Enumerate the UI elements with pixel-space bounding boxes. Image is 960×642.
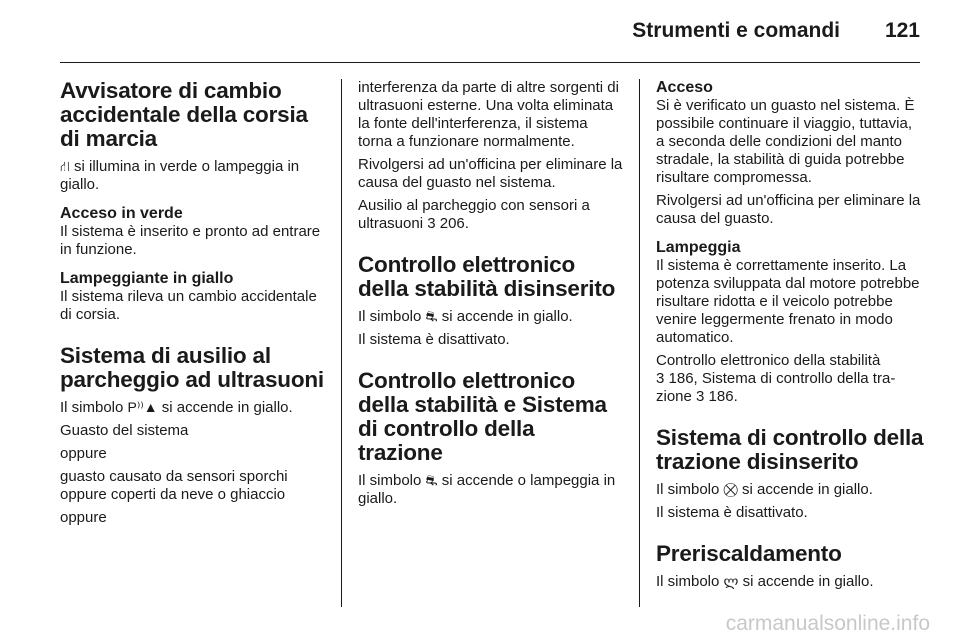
paragraph: Rivolgersi ad un'officina per eliminare la causa del guasto nel sistema. xyxy=(358,156,623,191)
page-ref-arrow-icon: 3 xyxy=(696,388,705,405)
paragraph: Il sistema è disattivato. xyxy=(656,504,808,521)
section-title-lane-departure: Avvisatore di cambio accidentale della corsia di marcia xyxy=(60,78,308,151)
paragraph: Il simbolo ლ si accende in giallo. xyxy=(656,573,874,590)
subheading-on: Acceso xyxy=(656,79,713,96)
glow-plug-icon: ლ xyxy=(723,573,739,589)
header-title: Strumenti e comandi xyxy=(632,19,840,42)
paragraph: Il sistema è inserito e pronto ad entrare in funzione. xyxy=(60,223,321,258)
paragraph: Il simbolo P⁾⁾▲ si accende in giallo. xyxy=(60,399,293,416)
column-1 xyxy=(60,79,325,532)
paragraph: Il simbolo ⛐ si accende in giallo. xyxy=(358,308,573,325)
paragraph: Il simbolo ⛒ si accende in giallo. xyxy=(656,481,873,498)
page-ref-link[interactable]: 206 xyxy=(439,215,465,232)
section-title-esc-off: Controllo elettronico della stabilità disinserito xyxy=(358,252,616,301)
subheading-yellow: Lampeggiante in giallo xyxy=(60,270,234,287)
subheading-flash: Lampeggia xyxy=(656,239,741,256)
paragraph: Rivolgersi ad un'officina per eliminare la causa del guasto. xyxy=(656,192,921,227)
column-2 xyxy=(358,79,623,513)
column-divider xyxy=(639,79,640,607)
parking-sensor-icon: P⁾⁾▲ xyxy=(127,399,158,415)
paragraph: Controllo elettronico della stabilità 3 186, Sistema di controllo della trazione 3 186. xyxy=(656,352,896,405)
paragraph: guasto causato da sensori sporchi oppure coperti da neve o ghiaccio xyxy=(60,468,288,503)
paragraph: oppure xyxy=(60,445,107,462)
paragraph: Il sistema è disattivato. xyxy=(358,331,510,348)
section-title-tc-off: Sistema di controllo della trazione disinserito xyxy=(656,425,924,474)
paragraph: ⛙ si illumina in verde o lampeggia in giallo. xyxy=(60,158,300,193)
paragraph: Il simbolo ⛐ si accende o lampeggia in giallo. xyxy=(358,472,616,507)
paragraph: Il sistema rileva un cambio accidentale di corsia. xyxy=(60,288,317,323)
esc-off-icon: ⛐ xyxy=(425,308,438,324)
page-ref-link[interactable]: 186 xyxy=(708,388,734,405)
section-title-parking-assist: Sistema di ausilio al parcheggio ad ultrasuoni xyxy=(60,343,324,392)
column-divider xyxy=(341,79,342,607)
page-ref-arrow-icon: 3 xyxy=(656,370,665,387)
esc-tc-icon: ⛐ xyxy=(425,472,438,488)
page-ref-arrow-icon: 3 xyxy=(427,215,436,232)
paragraph: oppure xyxy=(60,509,107,526)
page-header xyxy=(60,0,920,63)
section-title-preheating: Preriscaldamento xyxy=(656,541,842,566)
page-ref-link[interactable]: 186 xyxy=(668,370,694,387)
traction-control-off-icon: ⛒ xyxy=(723,481,738,497)
paragraph: Ausilio al parcheggio con sensori a ultrasuoni 3 206. xyxy=(358,197,590,232)
page-number: 121 xyxy=(884,19,920,42)
paragraph: Guasto del sistema xyxy=(60,422,189,439)
lane-departure-icon: ⛙ xyxy=(60,158,70,174)
subheading-green: Acceso in verde xyxy=(60,205,183,222)
paragraph: Il sistema è correttamente inserito. La potenza sviluppata dal motore potrebbe risultare ridotta e il veicolo potrebbe venire leggermente frenato in modo automatico. xyxy=(656,257,920,346)
watermark: carmanualsonline.info xyxy=(725,612,930,635)
paragraph: Si è verificato un guasto nel sistema. È possibile continuare il viaggio, tuttavia, a seconda delle condizioni del manto stradale, la stabilità di guida potrebbe risultare compromessa. xyxy=(656,97,915,186)
paragraph: interferenza da parte di altre sorgenti di ultrasuoni esterne. Una volta eliminata la fonte dell'interferenza, il sistema torna a funzionare normalmente. xyxy=(358,79,619,150)
section-title-esc-tc: Controllo elettronico della stabilità e Sistema di controllo della trazione xyxy=(358,368,607,465)
column-3 xyxy=(656,79,924,596)
